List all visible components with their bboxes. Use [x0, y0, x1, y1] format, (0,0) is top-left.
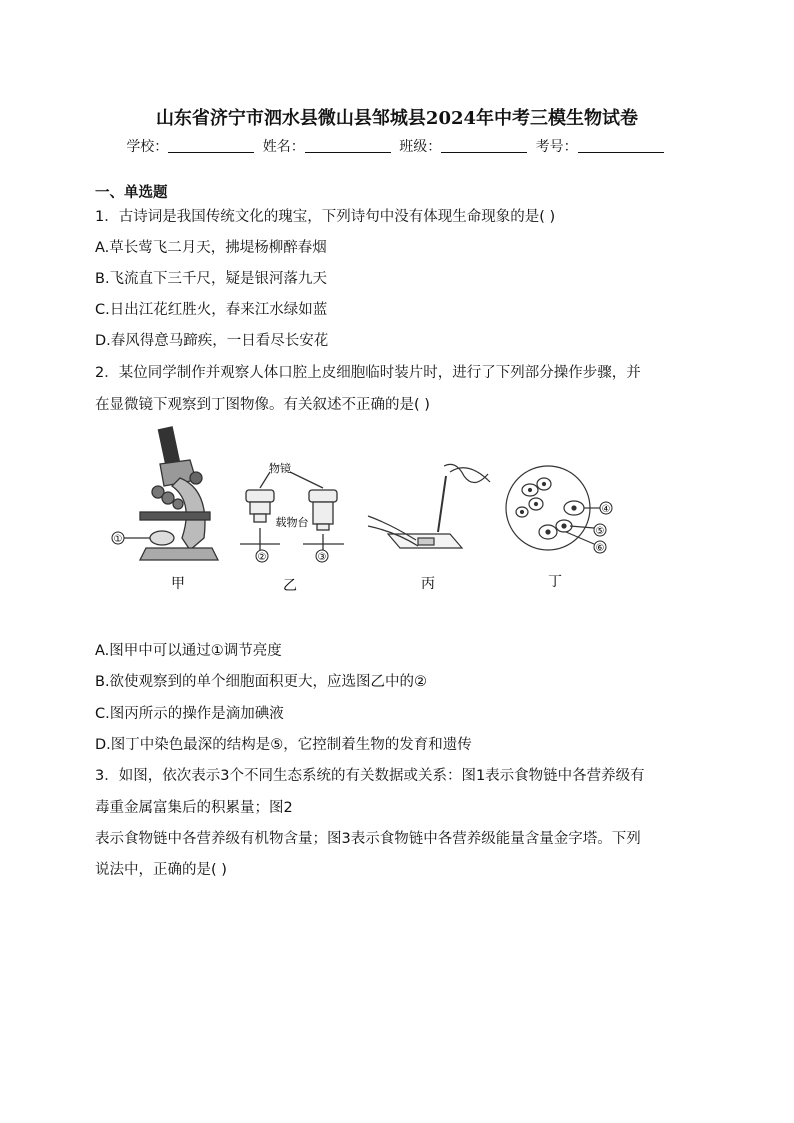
q2-stem-line2: 在显微镜下观察到丁图物像。有关叙述不正确的是( ): [95, 397, 430, 413]
exam-number-label: 考号：: [535, 139, 578, 155]
q2-option-d: D.图丁中染色最深的结构是⑤，它控制着生物的发育和遗传: [95, 737, 472, 753]
q1-option-b: B.飞流直下三千尺，疑是银河落九天: [95, 271, 328, 287]
school-label: 学校：: [126, 139, 169, 155]
q1-stem: 1．古诗词是我国传统文化的瑰宝，下列诗句中没有体现生命现象的是( ): [95, 209, 556, 225]
annotation-1: ①: [113, 534, 123, 545]
dropper-slide-illustration: [368, 464, 490, 548]
caption-yi: 乙: [283, 578, 297, 594]
q2-option-c: C.图丙所示的操作是滴加碘液: [95, 706, 284, 722]
stage-label: 载物台: [275, 516, 309, 529]
q1-option-a: A.草长莺飞二月天，拂堤杨柳醉春烟: [95, 240, 327, 256]
q2-option-a: A.图甲中可以通过①调节亮度: [95, 643, 282, 659]
caption-bing: 丙: [421, 576, 435, 592]
name-label: 姓名：: [262, 139, 305, 155]
section-heading: 一、单选题: [95, 185, 168, 201]
school-blank: [168, 138, 254, 153]
q3-stem-line1: 3．如图，依次表示3个不同生态系统的有关数据或关系：图1表示食物链中各营养级有: [95, 768, 645, 784]
annotation-6: ⑥: [595, 543, 605, 554]
annotation-3: ③: [317, 552, 327, 563]
q2-stem-line1: 2．某位同学制作并观察人体口腔上皮细胞临时装片时，进行了下列部分操作步骤，并: [95, 365, 641, 381]
name-blank: [305, 138, 391, 153]
class-label: 班级：: [399, 139, 442, 155]
q2-figure: [100, 420, 620, 600]
annotation-2: ②: [257, 552, 267, 563]
caption-ding: 丁: [548, 574, 562, 590]
q3-stem-line2: 毒重金属富集后的积累量；图2: [95, 800, 293, 816]
microscope-illustration: [124, 427, 218, 560]
annotation-4: ④: [601, 504, 611, 515]
cells-view-illustration: [506, 466, 600, 550]
exam-number-blank: [578, 138, 664, 153]
class-blank: [441, 138, 527, 153]
q1-option-c: C.日出江花红胜火，春来江水绿如蓝: [95, 302, 328, 318]
objectives-illustration: [240, 472, 344, 550]
q3-stem-line3: 表示食物链中各营养级有机物含量；图3表示食物链中各营养级能量含量金字塔。下列: [95, 831, 641, 847]
student-info-row: [0, 136, 794, 156]
q1-option-d: D.春风得意马蹄疾，一日看尽长安花: [95, 333, 329, 349]
caption-jia: 甲: [171, 576, 185, 592]
q3-stem-line4: 说法中，正确的是( ): [95, 862, 227, 878]
objective-label: 物镜: [269, 462, 291, 475]
q2-option-b: B.欲使观察到的单个细胞面积更大，应选图乙中的②: [95, 674, 428, 690]
q2-figure-illustration: [100, 420, 620, 600]
page-title: 山东省济宁市泗水县微山县邹城县2024年中考三模生物试卷: [155, 108, 639, 129]
annotation-5: ⑤: [595, 526, 605, 537]
